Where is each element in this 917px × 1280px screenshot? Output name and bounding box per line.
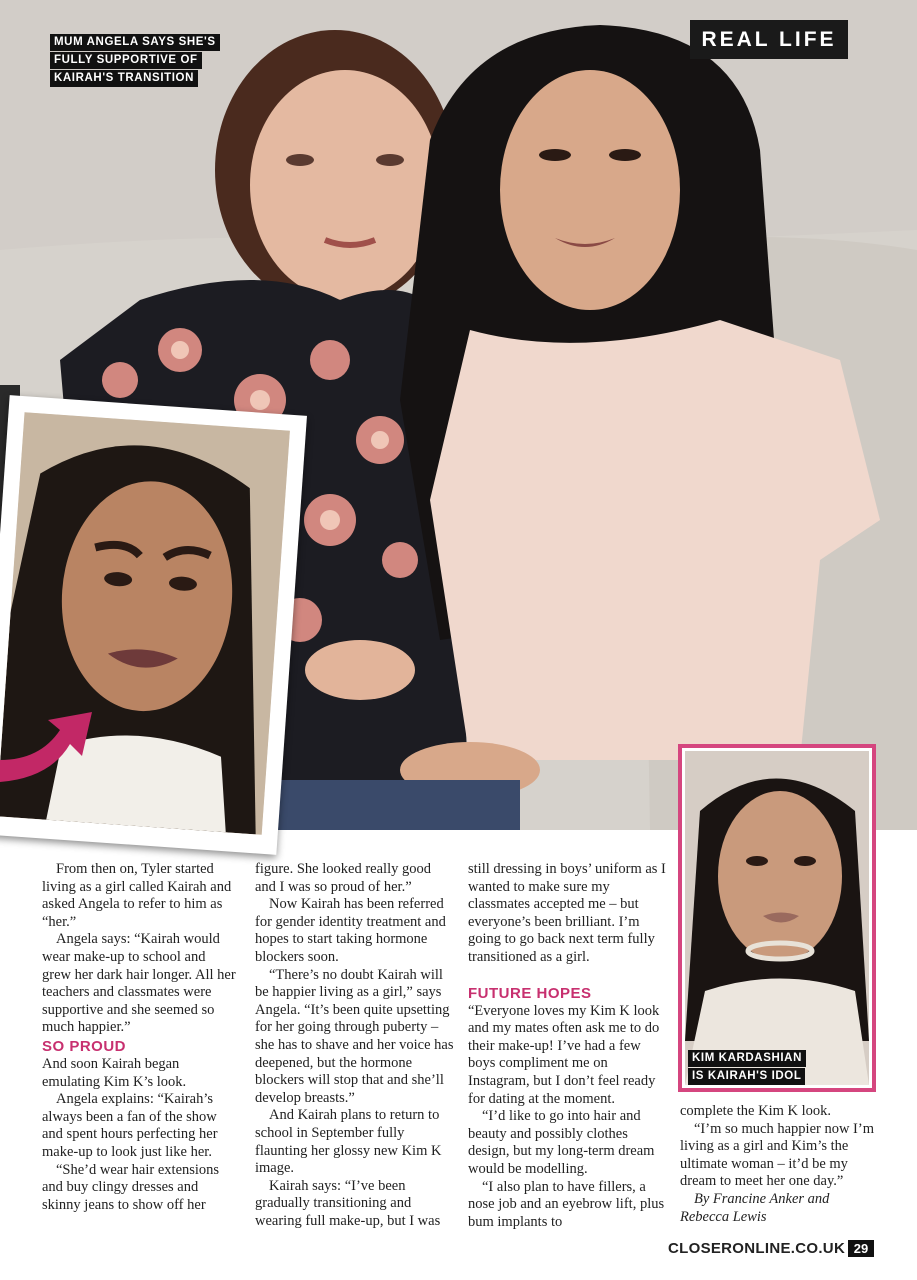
paragraph: Now Kairah has been referred for gender identity treatment and hopes to start taking hormone blockers soon. [255,896,446,965]
site-url: CLOSERONLINE.CO.UK [668,1240,846,1257]
kim-photo-illustration [685,751,869,1085]
paragraph: “I also plan to have fillers, a nose job and an eyebrow lift, plus bum implants to [468,1178,665,1230]
article-column-1 [42,861,237,1214]
caption-line: IS KAIRAH'S IDOL [688,1068,805,1085]
photo-caption-kim [688,1050,806,1086]
paragraph: And Kairah plans to return to school in September fully flaunting her glossy new Kim K image. [255,1107,442,1177]
page-number: 29 [848,1240,874,1257]
paragraph: complete the Kim K look. [680,1103,832,1119]
caption-line: KIM KARDASHIAN [688,1050,806,1067]
arrow-icon [0,690,100,790]
article-column-4 [680,1103,880,1226]
paragraph: Angela explains: “Kairah’s always been a fan of the show and spent hours perfecting her make-up to look just like her. [42,1091,218,1160]
article-column-2 [255,861,455,1230]
paragraph: Kairah says: “I’ve been gradually transitioning and wearing full make-up, but I was [255,1177,441,1229]
section-tag: REAL LIFE [690,20,848,59]
photo-caption-main [50,34,220,88]
paragraph: And soon Kairah began emulating Kim K’s look. [42,1055,187,1090]
kim-kardashian-photo [678,744,876,1092]
kim-photo-image [685,751,869,1085]
article-column-3 [468,861,668,1231]
paragraph: “I’m so much happier now I’m living as a girl and Kim’s the ultimate woman – it’d be my dream to meet her one day.” [680,1120,874,1190]
paragraph: “There’s no doubt Kairah will be happier living as a girl,” says Angela. “It’s been quite upsetting for her going through puberty – she has to shave and her voice has deepened, but the hormone blockers will stop that and she’ll develop breasts.” [255,966,454,1106]
paragraph: “She’d wear hair extensions and buy clingy dresses and skinny jeans to show off her [42,1161,220,1213]
paragraph: From then on, Tyler started living as a girl called Kairah and asked Angela to refer to him as “her.” [42,861,232,930]
paragraph: “I’d like to go into hair and beauty and possibly clothes design, but my long-term dream would be modelling. [468,1108,655,1177]
paragraph-gap [468,967,668,984]
paragraph: “Everyone loves my Kim K look and my mates often ask me to do their make-up! I’ve had a few boys compliment me on Instagram, but I don’t feel ready for dating at the moment. [468,1002,660,1107]
paragraph: Angela says: “Kairah would wear make-up to school and grew her dark hair longer. All her teachers and classmates were supportive and she seemed so much happier.” [42,931,236,1036]
subheading: FUTURE HOPES [468,984,592,1002]
caption-line: FULLY SUPPORTIVE OF [50,52,202,69]
subheading: SO PROUD [42,1037,127,1055]
caption-line: KAIRAH'S TRANSITION [50,70,198,87]
byline: By Francine Anker and Rebecca Lewis [680,1190,830,1225]
caption-line: MUM ANGELA SAYS SHE'S [50,34,220,51]
paragraph: still dressing in boys’ uniform as I wanted to make sure my classmates accepted me – but everyone’s been brilliant. I’m going to go back next term fully transitioned as a girl. [468,861,666,965]
paragraph: figure. She looked really good and I was so proud of her.” [255,861,431,895]
